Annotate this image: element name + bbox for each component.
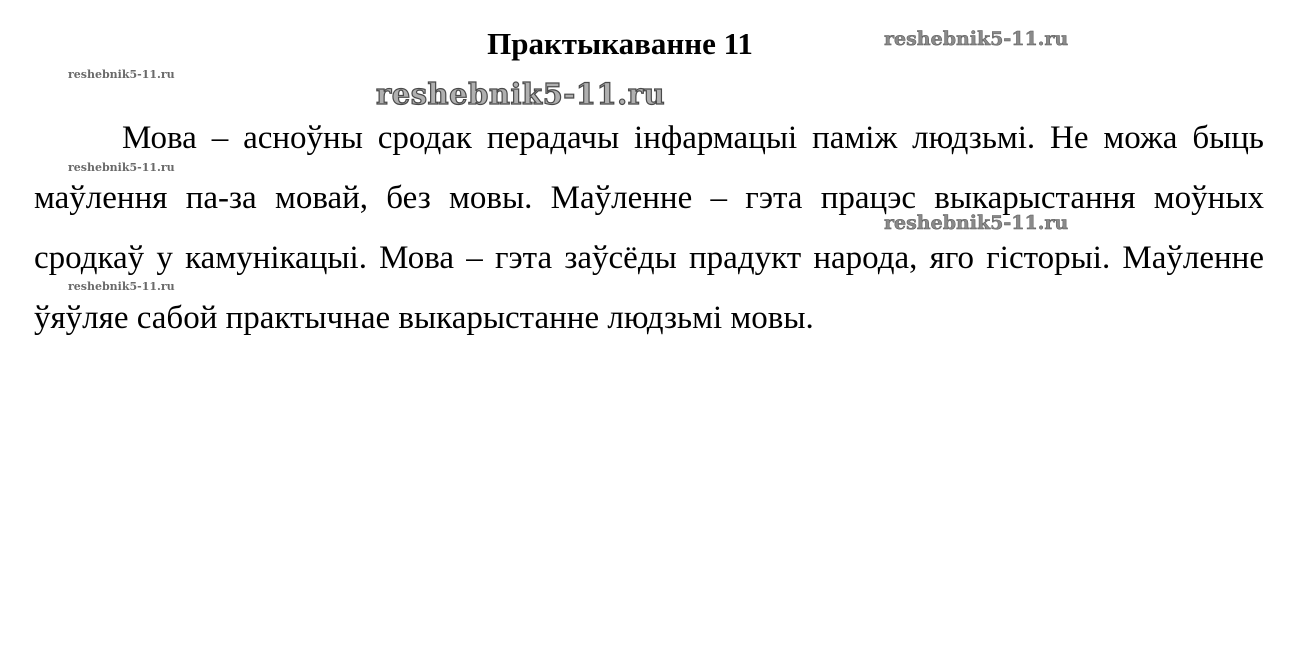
- watermark-small-3: reshebnik5-11.ru: [68, 280, 175, 293]
- watermark-large-center: reshebnik5-11.ru: [376, 77, 666, 111]
- watermark-top-right: reshebnik5-11.ru: [884, 28, 1069, 50]
- watermark-small-2: reshebnik5-11.ru: [68, 161, 175, 174]
- exercise-title: Практыкаванне 11: [487, 26, 753, 61]
- watermark-small-1: reshebnik5-11.ru: [68, 68, 175, 81]
- exercise-paragraph: Мова – асноўны сродак перадачы інфармацыі паміж людзьмі. Не можа быць маўлення па-за мовай, без мовы. Маўленне – гэта працэс выкарыстання моўных сродкаў у камунікацыі. Мова – гэта заўсёды прадукт народа, яго гісторыі. Маўленне ўяўляе сабой практычнае выкарыстанне людзьмі мовы.: [34, 120, 1264, 336]
- watermark-middle-right: reshebnik5-11.ru: [884, 212, 1069, 234]
